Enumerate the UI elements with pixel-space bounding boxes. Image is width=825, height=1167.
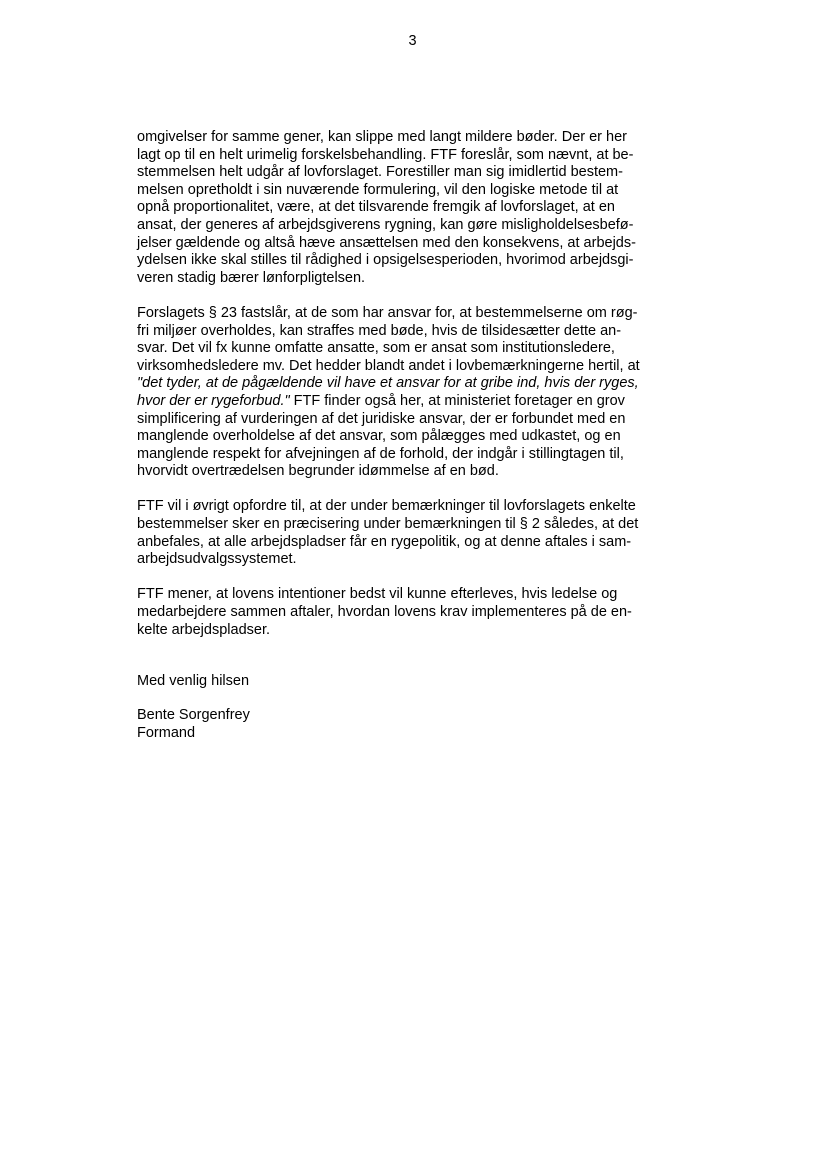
text-line: arbejdsudvalgssystemet.: [137, 551, 297, 568]
text-line: FTF vil i øvrigt opfordre til, at der under bemærkninger til lovforslagets enkelte: [137, 498, 636, 515]
signatory-title: Formand: [137, 724, 196, 741]
text-line: opnå proportionalitet, være, at det tilsvarende fremgik af lovforslaget, at en: [137, 199, 615, 216]
text-line: virksomhedsledere mv. Det hedder blandt andet i lovbemærkningerne hertil, at: [137, 357, 640, 374]
text-fragment: FTF finder også her, at ministeriet foretager en grov: [289, 392, 625, 409]
text-line: veren stadig bærer lønforpligtelsen.: [137, 269, 366, 286]
text-line: svar. Det vil fx kunne omfatte ansatte, som er ansat som institutionsledere,: [137, 340, 615, 357]
quote-line: "det tyder, at de pågældende vil have et ansvar for at gribe ind, hvis der ryges,: [137, 375, 639, 392]
text-line: omgivelser for samme gener, kan slippe med langt mildere bøder. Der er her: [137, 129, 627, 145]
paragraph-4: [137, 586, 640, 639]
text-line: jelser gældende og altså hæve ansættelsen med den konsekvens, at arbejds-: [137, 234, 636, 251]
text-line: kelte arbejdspladser.: [137, 621, 270, 638]
text-line: stemmelsen helt udgår af lovforslaget. Forestiller man sig imidlertid bestem-: [137, 164, 623, 181]
text-line: anbefales, at alle arbejdspladser får en rygepolitik, og at denne aftales i sam-: [137, 533, 632, 550]
text-line: lagt op til en helt urimelig forskelsbehandling. FTF foreslår, som nævnt, at be-: [137, 146, 634, 163]
text-line: manglende respekt for afvejningen af de forhold, der indgår i stillingtagen til,: [137, 445, 624, 462]
text-line: medarbejdere sammen aftaler, hvordan lovens krav implementeres på de en-: [137, 604, 632, 621]
paragraph-1: [137, 129, 640, 287]
text-line: simplificering af vurderingen af det juridiske ansvar, der er forbundet med en: [137, 410, 626, 427]
text-line: hvorvidt overtrædelsen begrunder idømmelse af en bød.: [137, 463, 499, 480]
text-line: ydelsen ikke skal stilles til rådighed i opsigelsesperioden, hvorimod arbejdsgi-: [137, 252, 634, 269]
text-line: Forslagets § 23 fastslår, at de som har ansvar for, at bestemmelserne om røg-: [137, 304, 638, 321]
text-line: bestemmelser sker en præcisering under bemærkningen til § 2 således, at det: [137, 516, 639, 533]
signature-block: [137, 707, 250, 742]
page-number: 3: [408, 33, 417, 49]
closing-greeting: Med venlig hilsen: [137, 673, 250, 689]
text-line: fri miljøer overholdes, kan straffes med bøde, hvis de tilsidesætter dette an-: [137, 322, 622, 339]
quote-line: hvor der er rygeforbud.": [137, 392, 290, 409]
paragraph-2: [137, 305, 640, 481]
signatory-name: Bente Sorgenfrey: [137, 707, 250, 723]
text-line: [137, 393, 640, 411]
letter-body: [137, 129, 640, 639]
text-line: ansat, der generes af arbejdsgiverens rygning, kan gøre misligholdelsesbefø-: [137, 216, 634, 233]
text-line: FTF mener, at lovens intentioner bedst vil kunne efterleves, hvis ledelse og: [137, 586, 618, 603]
text-line: manglende overholdelse af det ansvar, som pålægges med udkastet, og en: [137, 428, 621, 445]
text-line: melsen opretholdt i sin nuværende formulering, vil den logiske metode til at: [137, 181, 619, 198]
paragraph-3: [137, 498, 640, 568]
